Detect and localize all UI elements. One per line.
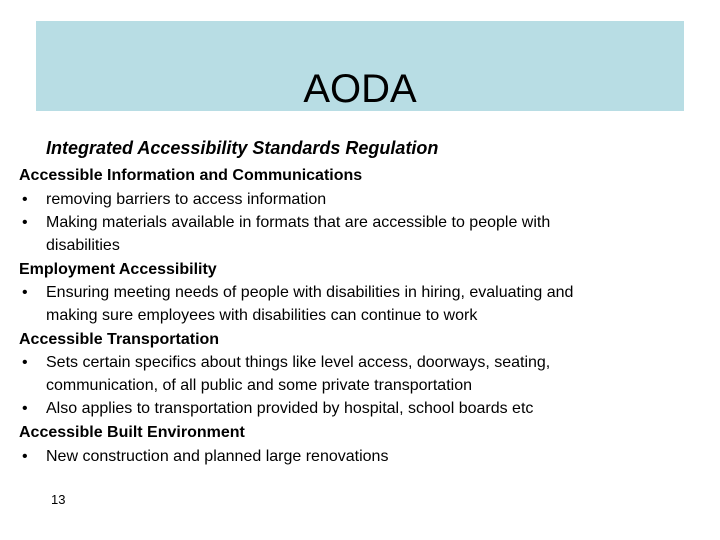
bullet-line: Also applies to transportation provided by hospital, school boards etc: [46, 399, 534, 417]
bullet-line: removing barriers to access information: [46, 190, 327, 208]
bullet-line: Ensuring meeting needs of people with disabilities in hiring, evaluating and: [46, 284, 574, 301]
bullet-item: [19, 188, 699, 212]
bullet-item: [19, 211, 699, 257]
bullet-item: [19, 445, 699, 469]
bullet-line: communication, of all public and some private transportation: [46, 376, 472, 394]
bullet-icon: •: [22, 284, 28, 301]
slide-subtitle: Integrated Accessibility Standards Regulation: [46, 138, 439, 158]
section-heading: Accessible Transportation: [19, 330, 220, 348]
bullet-icon: •: [22, 190, 28, 208]
bullet-text: [46, 397, 699, 421]
bullet-text: [46, 188, 699, 212]
section-heading: Accessible Information and Communications: [19, 167, 363, 184]
section-employment: [19, 258, 699, 327]
bullet-text: [46, 281, 699, 327]
bullet-text: [46, 211, 699, 257]
section-information-communications: [19, 164, 699, 257]
section-heading: Accessible Built Environment: [19, 424, 245, 441]
bullet-line: making sure employees with disabilities can continue to work: [46, 306, 478, 324]
bullet-icon: •: [22, 399, 28, 417]
bullet-line: Making materials available in formats that are accessible to people with: [46, 214, 551, 231]
section-transportation: [19, 328, 699, 421]
slide-title: AODA: [303, 67, 417, 111]
bullet-item: [19, 351, 699, 397]
bullet-icon: •: [22, 354, 28, 371]
bullet-line: disabilities: [46, 236, 120, 254]
page-number: 13: [51, 492, 66, 507]
section-built-environment: [19, 421, 699, 468]
bullet-icon: •: [22, 447, 28, 465]
bullet-item: [19, 397, 699, 421]
bullet-line: New construction and planned large renovations: [46, 447, 389, 465]
bullet-text: [46, 351, 699, 397]
bullet-icon: •: [22, 214, 28, 231]
bullet-text: [46, 445, 699, 469]
bullet-item: [19, 281, 699, 327]
bullet-line: Sets certain specifics about things like level access, doorways, seating,: [46, 354, 551, 371]
title-banner: [36, 21, 684, 111]
section-heading: Employment Accessibility: [19, 260, 217, 278]
slide-body: [19, 163, 699, 468]
